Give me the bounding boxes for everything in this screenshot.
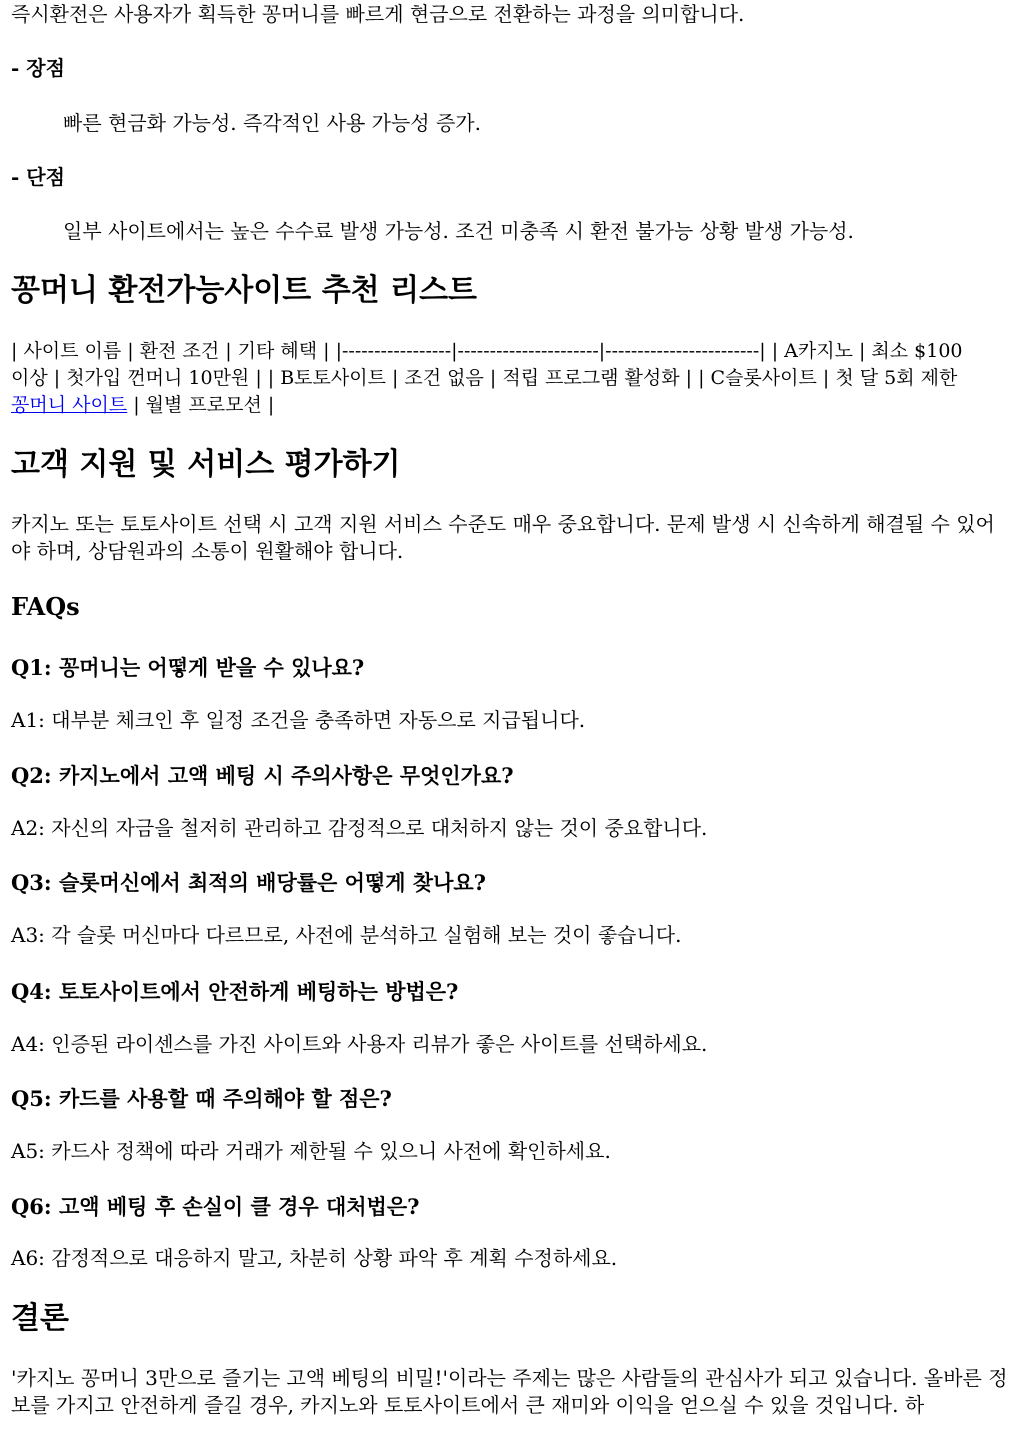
table-line-2: 이상 | 첫가입 껀머니 10만원 | | B토토사이트 | 조건 없음 | 적립 프로그램 활성화 | | C슬롯사이트 | 첫 달 5회 제한 xyxy=(11,367,958,389)
faq-title: FAQs xyxy=(11,592,80,621)
faq-answer: A5: 카드사 정책에 따라 거래가 제한될 수 있으니 사전에 확인하세요. xyxy=(11,1139,611,1163)
faq-answer: A1: 대부분 체크인 후 일정 조건을 충족하면 자동으로 지급됩니다. xyxy=(11,708,586,732)
cons-text: 일부 사이트에서는 높은 수수료 발생 가능성. 조건 미충족 시 환전 불가능 상황 발생 가능성. xyxy=(63,219,854,243)
table-line-3 xyxy=(11,392,1013,419)
faq-question: Q1: 꽁머니는 어떻게 받을 수 있나요? xyxy=(11,655,365,680)
recommend-title: 꽁머니 환전가능사이트 추천 리스트 xyxy=(11,273,478,308)
pros-heading: - 장점 xyxy=(11,56,65,80)
support-text: 카지노 또는 토토사이트 선택 시 고객 지원 서비스 수준도 매우 중요합니다. 문제 발생 시 신속하게 해결될 수 있어야 하며, 상담원과의 소통이 원활해야 합니다. xyxy=(11,512,995,563)
intro-paragraph: 즉시환전은 사용자가 획득한 꽁머니를 빠르게 현금으로 전환하는 과정을 의미합니다. xyxy=(11,2,745,26)
faq-answer: A2: 자신의 자금을 철저히 관리하고 감정적으로 대처하지 않는 것이 중요합니다. xyxy=(11,816,708,840)
faq-answer: A3: 각 슬롯 머신마다 다르므로, 사전에 분석하고 실험해 보는 것이 좋습니다. xyxy=(11,923,682,947)
faq-answer: A4: 인증된 라이센스를 가진 사이트와 사용자 리뷰가 좋은 사이트를 선택하세요. xyxy=(11,1032,708,1056)
faq-question: Q5: 카드를 사용할 때 주의해야 할 점은? xyxy=(11,1086,392,1111)
faq-question: Q3: 슬롯머신에서 최적의 배당률은 어떻게 찾나요? xyxy=(11,870,486,895)
faq-answer: A6: 감정적으로 대응하지 말고, 차분히 상황 파악 후 계획 수정하세요. xyxy=(11,1246,618,1270)
conclusion-title: 결론 xyxy=(11,1301,69,1336)
pros-text: 빠른 현금화 가능성. 즉각적인 사용 가능성 증가. xyxy=(63,111,481,135)
cons-heading: - 단점 xyxy=(11,165,65,189)
faq-question: Q6: 고액 베팅 후 손실이 클 경우 대처법은? xyxy=(11,1194,420,1219)
recommend-table-text xyxy=(11,338,1013,419)
faq-question: Q2: 카지노에서 고액 베팅 시 주의사항은 무엇인가요? xyxy=(11,763,514,788)
conclusion-text: '카지노 꽁머니 3만으로 즐기는 고액 베팅의 비밀!'이라는 주제는 많은 사람들의 관심사가 되고 있습니다. 올바른 정보를 가지고 안전하게 즐길 경우, 카지노와 토토사이트에서 큰 재미와 이익을 얻으실 수 있을 것입니다. 하 xyxy=(11,1366,1008,1417)
site-link[interactable]: 꽁머니 사이트 xyxy=(11,394,128,416)
table-line-1: | 사이트 이름 | 환전 조건 | 기타 혜택 | |-----------------|----------------------|------------------------| | A카지노 | 최소 $100 xyxy=(11,340,963,362)
table-line-3-rest: | 월별 프로모션 | xyxy=(127,394,275,416)
support-title: 고객 지원 및 서비스 평가하기 xyxy=(11,447,401,482)
faq-question: Q4: 토토사이트에서 안전하게 베팅하는 방법은? xyxy=(11,979,459,1004)
